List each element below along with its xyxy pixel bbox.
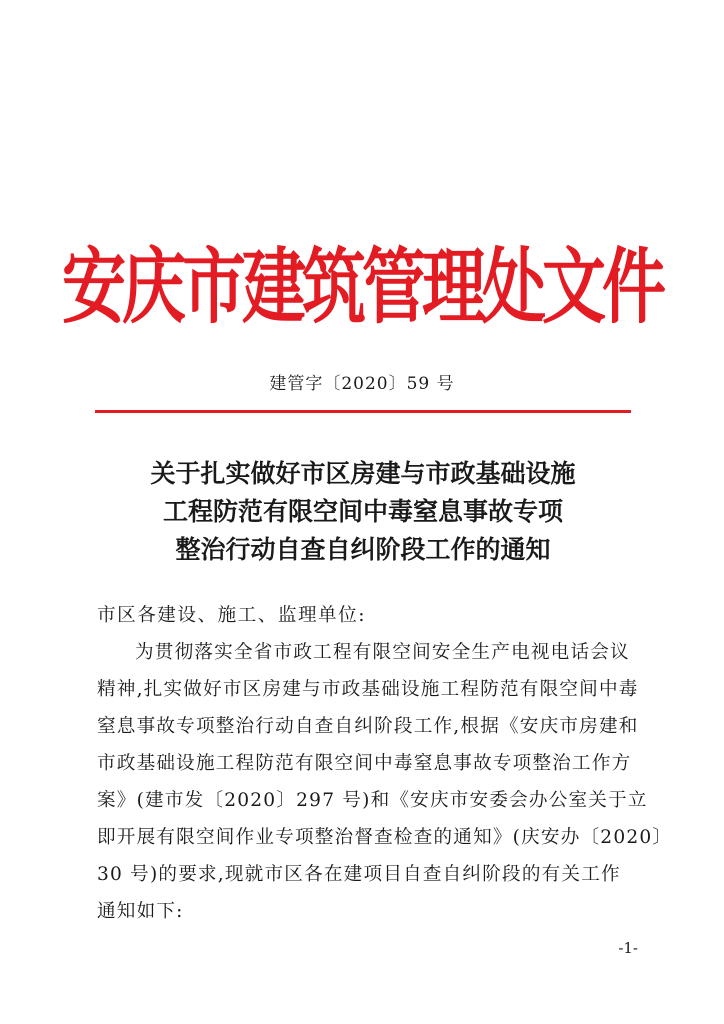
body-paragraph	[97, 634, 673, 930]
paragraph-line: 通知如下:	[97, 901, 184, 922]
paragraph-line: 为贯彻落实全省市政工程有限空间安全生产电视电话会议	[135, 642, 630, 663]
notice-title-line-3: 整治行动自查自纠阶段工作的通知	[175, 535, 551, 564]
paragraph-line: 即开展有限空间作业专项整治督查检查的通知》(庆安办〔2020〕	[97, 827, 673, 848]
paragraph-line: 市政基础设施工程防范有限空间中毒窒息事故专项整治工作方	[97, 753, 632, 774]
notice-title-line-2: 工程防范有限空间中毒窒息事故专项	[162, 497, 563, 526]
addressee: 市区各建设、施工、监理单位:	[97, 605, 366, 626]
masthead-title: 安庆市建筑管理处文件	[62, 240, 662, 336]
document-number: 建管字〔2020〕59 号	[269, 374, 455, 394]
page-number: -1-	[618, 939, 638, 957]
red-divider-line	[95, 410, 631, 413]
paragraph-line: 30 号)的要求,现就市区各在建项目自查自纠阶段的有关工作	[97, 864, 621, 885]
paragraph-line: 案》(建市发〔2020〕297 号)和《安庆市安委会办公室关于立	[97, 790, 648, 811]
notice-body	[97, 598, 673, 930]
paragraph-line: 窒息事故专项整治行动自查自纠阶段工作,根据《安庆市房建和	[97, 716, 639, 737]
notice-title-line-1: 关于扎实做好市区房建与市政基础设施	[150, 459, 576, 488]
notice-title	[90, 455, 636, 569]
paragraph-line: 精神,扎实做好市区房建与市政基础设施工程防范有限空间中毒	[97, 679, 639, 700]
